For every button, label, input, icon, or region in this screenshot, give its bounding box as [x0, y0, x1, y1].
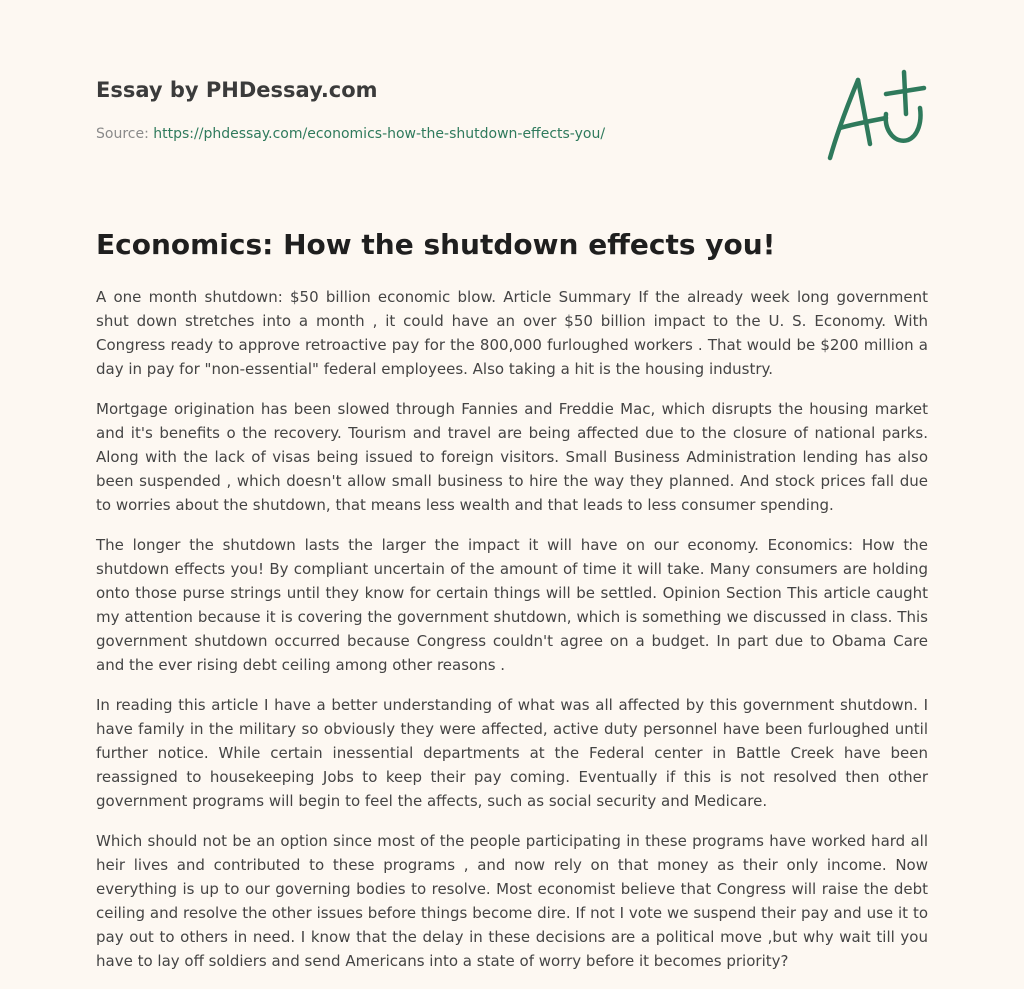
- brand-title: Essay by PHDessay.com: [96, 78, 378, 102]
- a-plus-logo-graphic: [820, 66, 930, 166]
- paragraph: Mortgage origination has been slowed through Fannies and Freddie Mac, which disrupts the housing market and it's benefits o the recovery. Tourism and travel are being affected due to the closure of national parks. Along with the lack of visas being issued to foreign visitors. Small Business Administration lending has also been suspended , which doesn't allow small business to hire the way they planned. And stock prices fall due to worries about the shutdown, that means less wealth and that leads to less consumer spending.: [96, 400, 928, 514]
- paragraph: In reading this article I have a better understanding of what was all affected by this government shutdown. I have family in the military so obviously they were affected, active duty personnel have been furloughed until further notice. While certain inessential departments at the Federal center in Battle Creek have been reassigned to housekeeping Jobs to keep their pay coming. Eventually if this is not resolved then other government programs will begin to feel the affects, such as social security and Medicare.: [96, 696, 928, 810]
- article-body: [96, 285, 928, 989]
- paragraph: The longer the shutdown lasts the larger the impact it will have on our economy. Economics: How the shutdown effects you! By compliant uncertain of the amount of time it will take. Many consumers are holding onto those purse strings until they know for certain things will be settled. Opinion Section This article caught my attention because it is covering the government shutdown, which is something we discussed in class. This government shutdown occurred because Congress couldn't agree on a budget. In part due to Obama Care and the ever rising debt ceiling among other reasons .: [96, 536, 928, 674]
- source-label: Source:: [96, 126, 154, 142]
- paragraph: A one month shutdown: $50 billion economic blow. Article Summary If the already week long government shut down stretches into a month , it could have an over $50 billion impact to the U. S. Economy. With Congress ready to approve retroactive pay for the 800,000 furloughed workers . That would be $200 million a day in pay for "non-essential" federal employees. Also taking a hit is the housing industry.: [96, 288, 928, 378]
- paragraph: Which should not be an option since most of the people participating in these programs have worked hard all heir lives and contributed to these programs , and now rely on that money as their only income. Now everything is up to our governing bodies to resolve. Most economist believe that Congress will raise the debt ceiling and resolve the other issues before things become dire. If not I vote we suspend their pay and use it to pay out to others in need. I know that the delay in these decisions are a political move ,but why wait till you have to lay off soldiers and send Americans into a state of worry before it becomes priority?: [96, 832, 928, 970]
- article-title: Economics: How the shutdown effects you!: [96, 228, 776, 261]
- source-link[interactable]: https://phdessay.com/economics-how-the-shutdown-effects-you/: [153, 126, 606, 142]
- source-line: [96, 124, 796, 144]
- a-plus-icon: [820, 66, 930, 166]
- page-header: [96, 76, 796, 144]
